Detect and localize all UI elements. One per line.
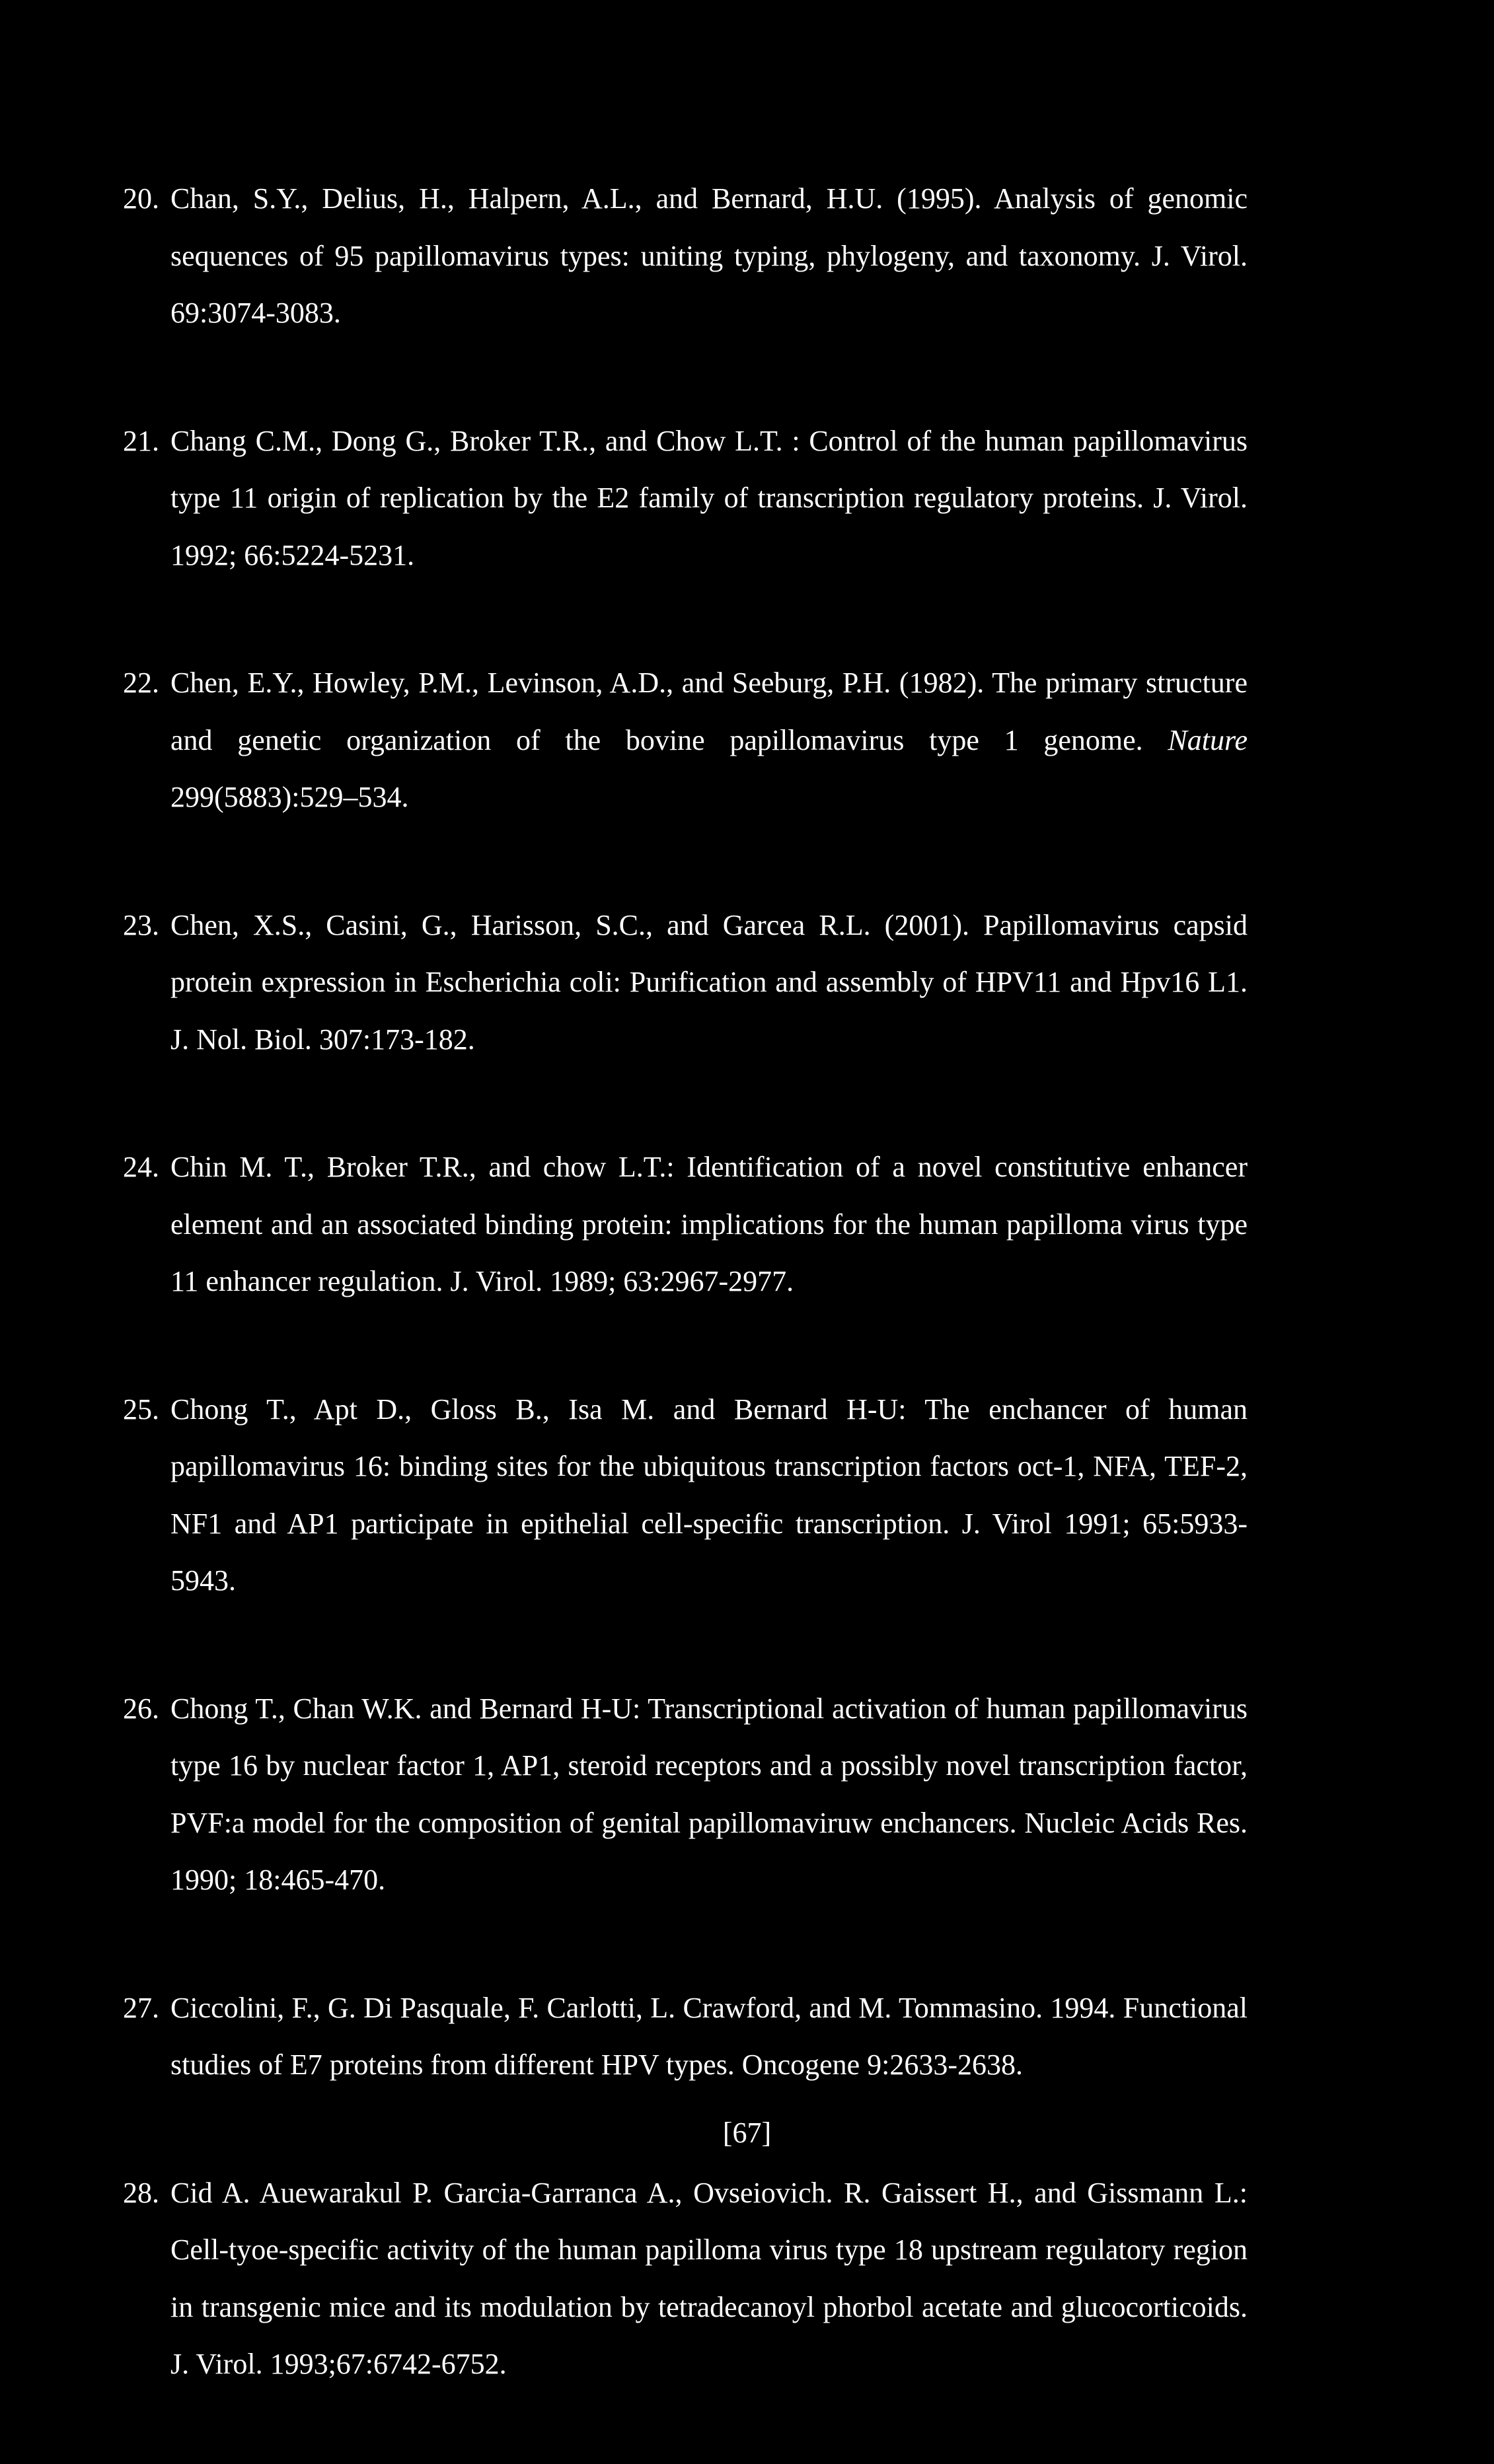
reference-text: Chen, X.S., Casini, G., Harisson, S.C., and Garcea R.L. (2001). Papillomavirus capsid protein expression in Escherichia coli: Purification and assembly of HPV11 and Hpv16 L1. J. Nol. Biol. 307:173-182. xyxy=(170,908,1248,1056)
reference-text-after: 299(5883):529–534. xyxy=(170,781,409,813)
reference-number: 24. xyxy=(123,1151,159,1183)
reference-text xyxy=(170,655,1248,826)
reference-item-25 xyxy=(123,1381,1248,1610)
reference-item-26 xyxy=(123,1681,1248,1909)
reference-number: 25. xyxy=(123,1393,159,1426)
reference-number: 22. xyxy=(123,667,159,699)
reference-item-21 xyxy=(123,413,1248,585)
reference-item-23 xyxy=(123,897,1248,1069)
reference-number: 28. xyxy=(123,2176,159,2209)
reference-item-22 xyxy=(123,655,1248,826)
reference-number: 21. xyxy=(123,424,159,457)
reference-number: 23. xyxy=(123,908,159,941)
reference-text: Chong T., Apt D., Gloss B., Isa M. and Bernard H-U: The enchancer of human papillomavirus 16: binding sites for the ubiquitous transcription factors oct-1, NFA, TEF-2, NF1 and AP1 participate in epithelial cell-specific transcription. J. Virol 1991; 65:5933-5943. xyxy=(170,1393,1248,1597)
reference-number: 26. xyxy=(123,1692,159,1725)
reference-text: Chan, S.Y., Delius, H., Halpern, A.L., and Bernard, H.U. (1995). Analysis of genomic sequences of 95 papillomavirus types: uniting typing, phylogeny, and taxonomy. J. Virol. 69:3074-3083. xyxy=(170,182,1248,329)
reference-item-24 xyxy=(123,1139,1248,1311)
reference-number: 27. xyxy=(123,1991,159,2024)
reference-number: 20. xyxy=(123,182,159,215)
reference-item-28 xyxy=(123,2165,1248,2393)
page-number: [67] xyxy=(722,2117,772,2149)
reference-item-20 xyxy=(123,170,1248,342)
reference-text: Chin M. T., Broker T.R., and chow L.T.: Identification of a novel constitutive enhancer element and an associated binding protein: implications for the human papilloma virus type 11 enhancer regulation. J. Virol. 1989; 63:2967-2977. xyxy=(170,1151,1248,1297)
reference-text-before: Chen, E.Y., Howley, P.M., Levinson, A.D., and Seeburg, P.H. (1982). The primary structure and genetic organization of the bovine papillomavirus type 1 genome. xyxy=(170,667,1248,756)
reference-item-27 xyxy=(123,1980,1248,2094)
journal-name: Nature xyxy=(1168,723,1248,756)
reference-text: Chang C.M., Dong G., Broker T.R., and Chow L.T. : Control of the human papillomavirus type 11 origin of replication by the E2 family of transcription regulatory proteins. J. Virol. 1992; 66:5224-5231. xyxy=(170,424,1248,571)
reference-text: Chong T., Chan W.K. and Bernard H-U: Transcriptional activation of human papillomavirus type 16 by nuclear factor 1, AP1, steroid receptors and a possibly novel transcription factor, PVF:a model for the composition of genital papillomaviruw enchancers. Nucleic Acids Res. 1990; 18:465-470. xyxy=(170,1692,1248,1896)
reference-text: Cid A. Auewarakul P. Garcia-Garranca A., Ovseiovich. R. Gaissert H., and Gissmann L.: Cell-tyoe-specific activity of the human papilloma virus type 18 upstream regulatory region in transgenic mice and its modulation by tetradecanoyl phorbol acetate and glucocorticoids. J. Virol. 1993;67:6742-6752. xyxy=(170,2176,1248,2380)
reference-text: Ciccolini, F., G. Di Pasquale, F. Carlotti, L. Crawford, and M. Tommasino. 1994. Functional studies of E7 proteins from different HPV types. Oncogene 9:2633-2638. xyxy=(170,1991,1248,2081)
